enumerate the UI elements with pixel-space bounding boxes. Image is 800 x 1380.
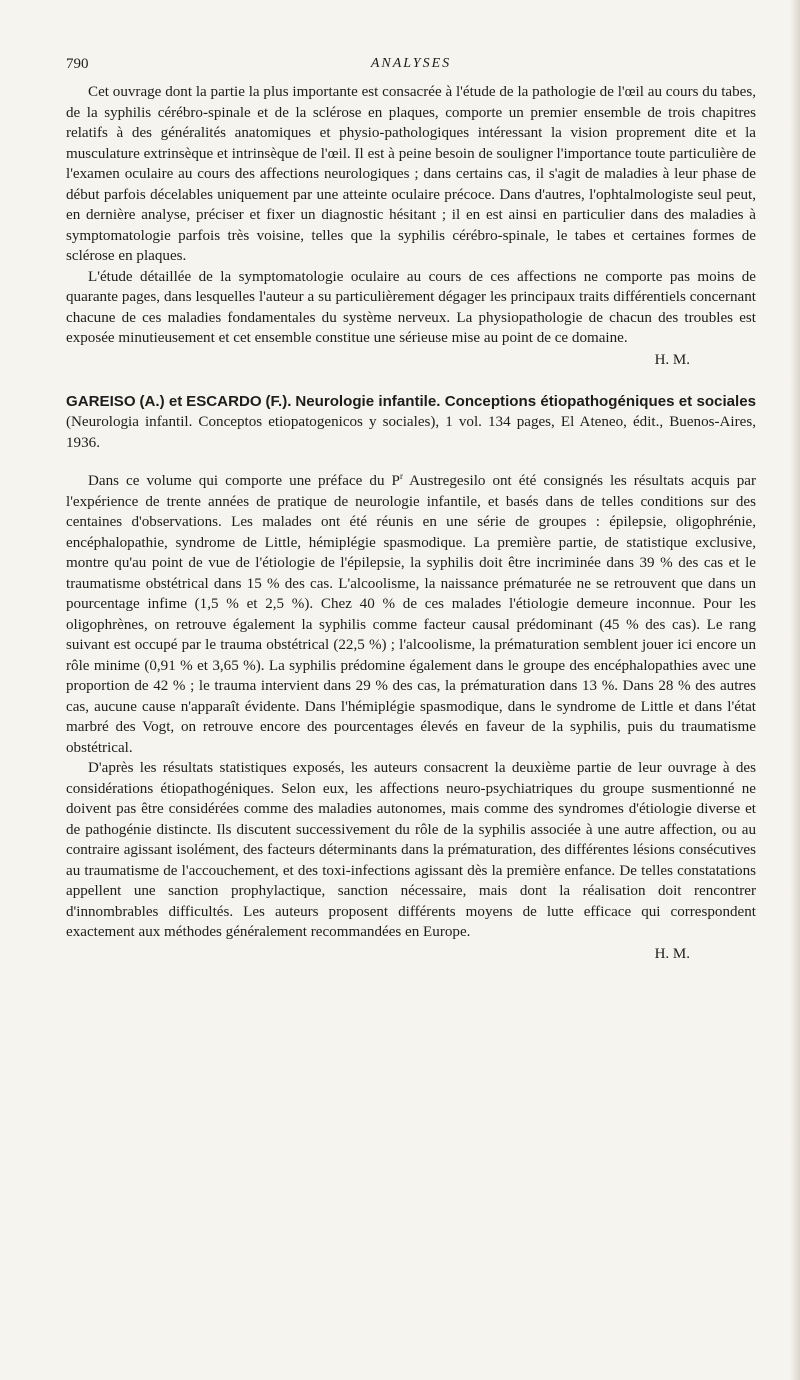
author-gareiso: GAREISO: [66, 392, 136, 410]
page-edge-shadow: [790, 0, 800, 1380]
review2-p1-start: Dans ce volume qui comporte une préface du P: [88, 473, 400, 489]
review2-p1-rest: Austregesilo ont été consignés les résultats acquis par l'expérience de trente années de pratique de neurologie infantile, et basés dans de telles conditions sur des centaines d'observations. Les malades ont été réunis en une série de groupes : épilepsie, oligophrénie, encéphalopathie, syndrome de Little, hémiplégie spasmodique. La première partie, de statistique exclusive, montre qu'au point de vue de l'étiologie de l'épilepsie, la syphilis doit être incriminée dans 39 % des cas et le traumatisme obstétrical dans 15 % des cas. L'alcoolisme, la naissance prématurée ne se retrouvent que dans un pourcentage infime (1,5 % et 2,5 %). Chez 40 % de ces malades l'étiologie demeure inconnue. Pour les oligophrènes, on retrouve également la syphilis comme facteur causal prédominant (45 % des cas). Le rang suivant est occupé par le trauma obstétrical (22,5 %) ; l'alcoolisme, la prématuration semblent jouer ici encore un rôle minime (0,91 % et 3,65 %). La syphilis prédomine également dans le groupe des encéphalopathies avec une proportion de 42 % ; le trauma intervient dans 29 % des cas, la prématuration dans 13 %. Dans 28 % des autres cas, aucune cause n'apparaît évidente. Dans l'hémiplégie spasmodique, dans le syndrome de Little et dans l'état marbré des Vogt, on retrouve encore des pourcentages élevés en faveur de la syphilis, puis du traumatisme obstétrical.: [66, 473, 756, 756]
review2-heading: [66, 392, 756, 454]
section-title: ANALYSES: [370, 56, 452, 71]
review2-signature: H. M.: [654, 945, 690, 962]
author-escardo: ESCARDO: [186, 392, 262, 410]
book-reference: (Neurologia infantil. Conceptos etiopatogenicos y sociales), 1 vol. 134 pages, El Ateneo, édit., Buenos-Aires, 1936.: [66, 414, 756, 451]
review2-paragraph-1: [66, 471, 756, 758]
author-initial-f: (F.).: [265, 392, 292, 410]
book-page: [66, 56, 756, 964]
review2-paragraph-2: D'après les résultats statistiques exposés, les auteurs consacrent la deuxième partie de leur ouvrage à des considérations étiopathogéniques. Selon eux, les affections neuro-psychiatriques du groupe susmentionné ne doivent pas être considérées comme des maladies autonomes, mais comme des syndromes d'étiologie diverse et de pathogénie distincte. Ils discutent successivement du rôle de la syphilis associée à une autre affection, ou au contraire agissant isolément, des facteurs déterminants dans la prématuration, des différentes lésions consécutives au traumatisme de l'accouchement, et des toxi-infections agissant dès la première enfance. De telles constatations appellent une sanction prophylactique, sanction nécessaire, mais dont la réalisation doit rencontrer d'innombrables difficultés. Les auteurs proposent différents moyens de lutte efficace qui correspondent exactement aux méthodes généralement recommandées en Europe.: [66, 760, 756, 940]
review1-paragraph-1: Cet ouvrage dont la partie la plus importante est consacrée à l'étude de la pathologie de l'œil au cours du tabes, de la syphilis cérébro-spinale et de la sclérose en plaques, comporte un premier ensemble de trois chapitres relatifs à des généralités anatomiques et physio-pathologiques intéressant la vision proprement dite et la musculature extrinsèque et intrinsèque de l'œil. Il est à peine besoin de souligner l'importance toute particulière de l'examen oculaire au cours des affections neurologiques ; dans certains cas, il s'agit de maladies à leur phase de début parfois décelables uniquement par une atteinte oculaire précoce. Dans d'autres, l'ophtalmologiste seul peut, en dernière analyse, préciser et fixer un diagnostic hésitant ; il en est ainsi en particulier dans des maladies à symptomatologie parfois très voisine, telles que la syphilis cérébro-spinale, le tabes et certaines formes de sclérose en plaques.: [66, 84, 756, 264]
review1-paragraph-2: L'étude détaillée de la symptomatologie oculaire au cours de ces affections ne comporte pas moins de quarante pages, dans lesquelles l'auteur a su particulièrement dégager les principaux traits différentiels concernant chacune de ces maladies fondamentales du système nerveux. La physiopathologie de chacun des troubles est exposée minutieusement et cet ensemble constitue une sérieuse mise au point de ce domaine.: [66, 268, 756, 346]
review1-signature: H. M.: [654, 351, 690, 368]
running-head: [66, 56, 756, 82]
author-initial-a: (A.) et: [139, 392, 183, 410]
page-number: 790: [66, 56, 89, 72]
book-title: Neurologie infantile. Conceptions étiopathogéniques et sociales: [295, 392, 757, 410]
spacer: [66, 453, 756, 471]
professor-superscript: r: [399, 470, 403, 481]
